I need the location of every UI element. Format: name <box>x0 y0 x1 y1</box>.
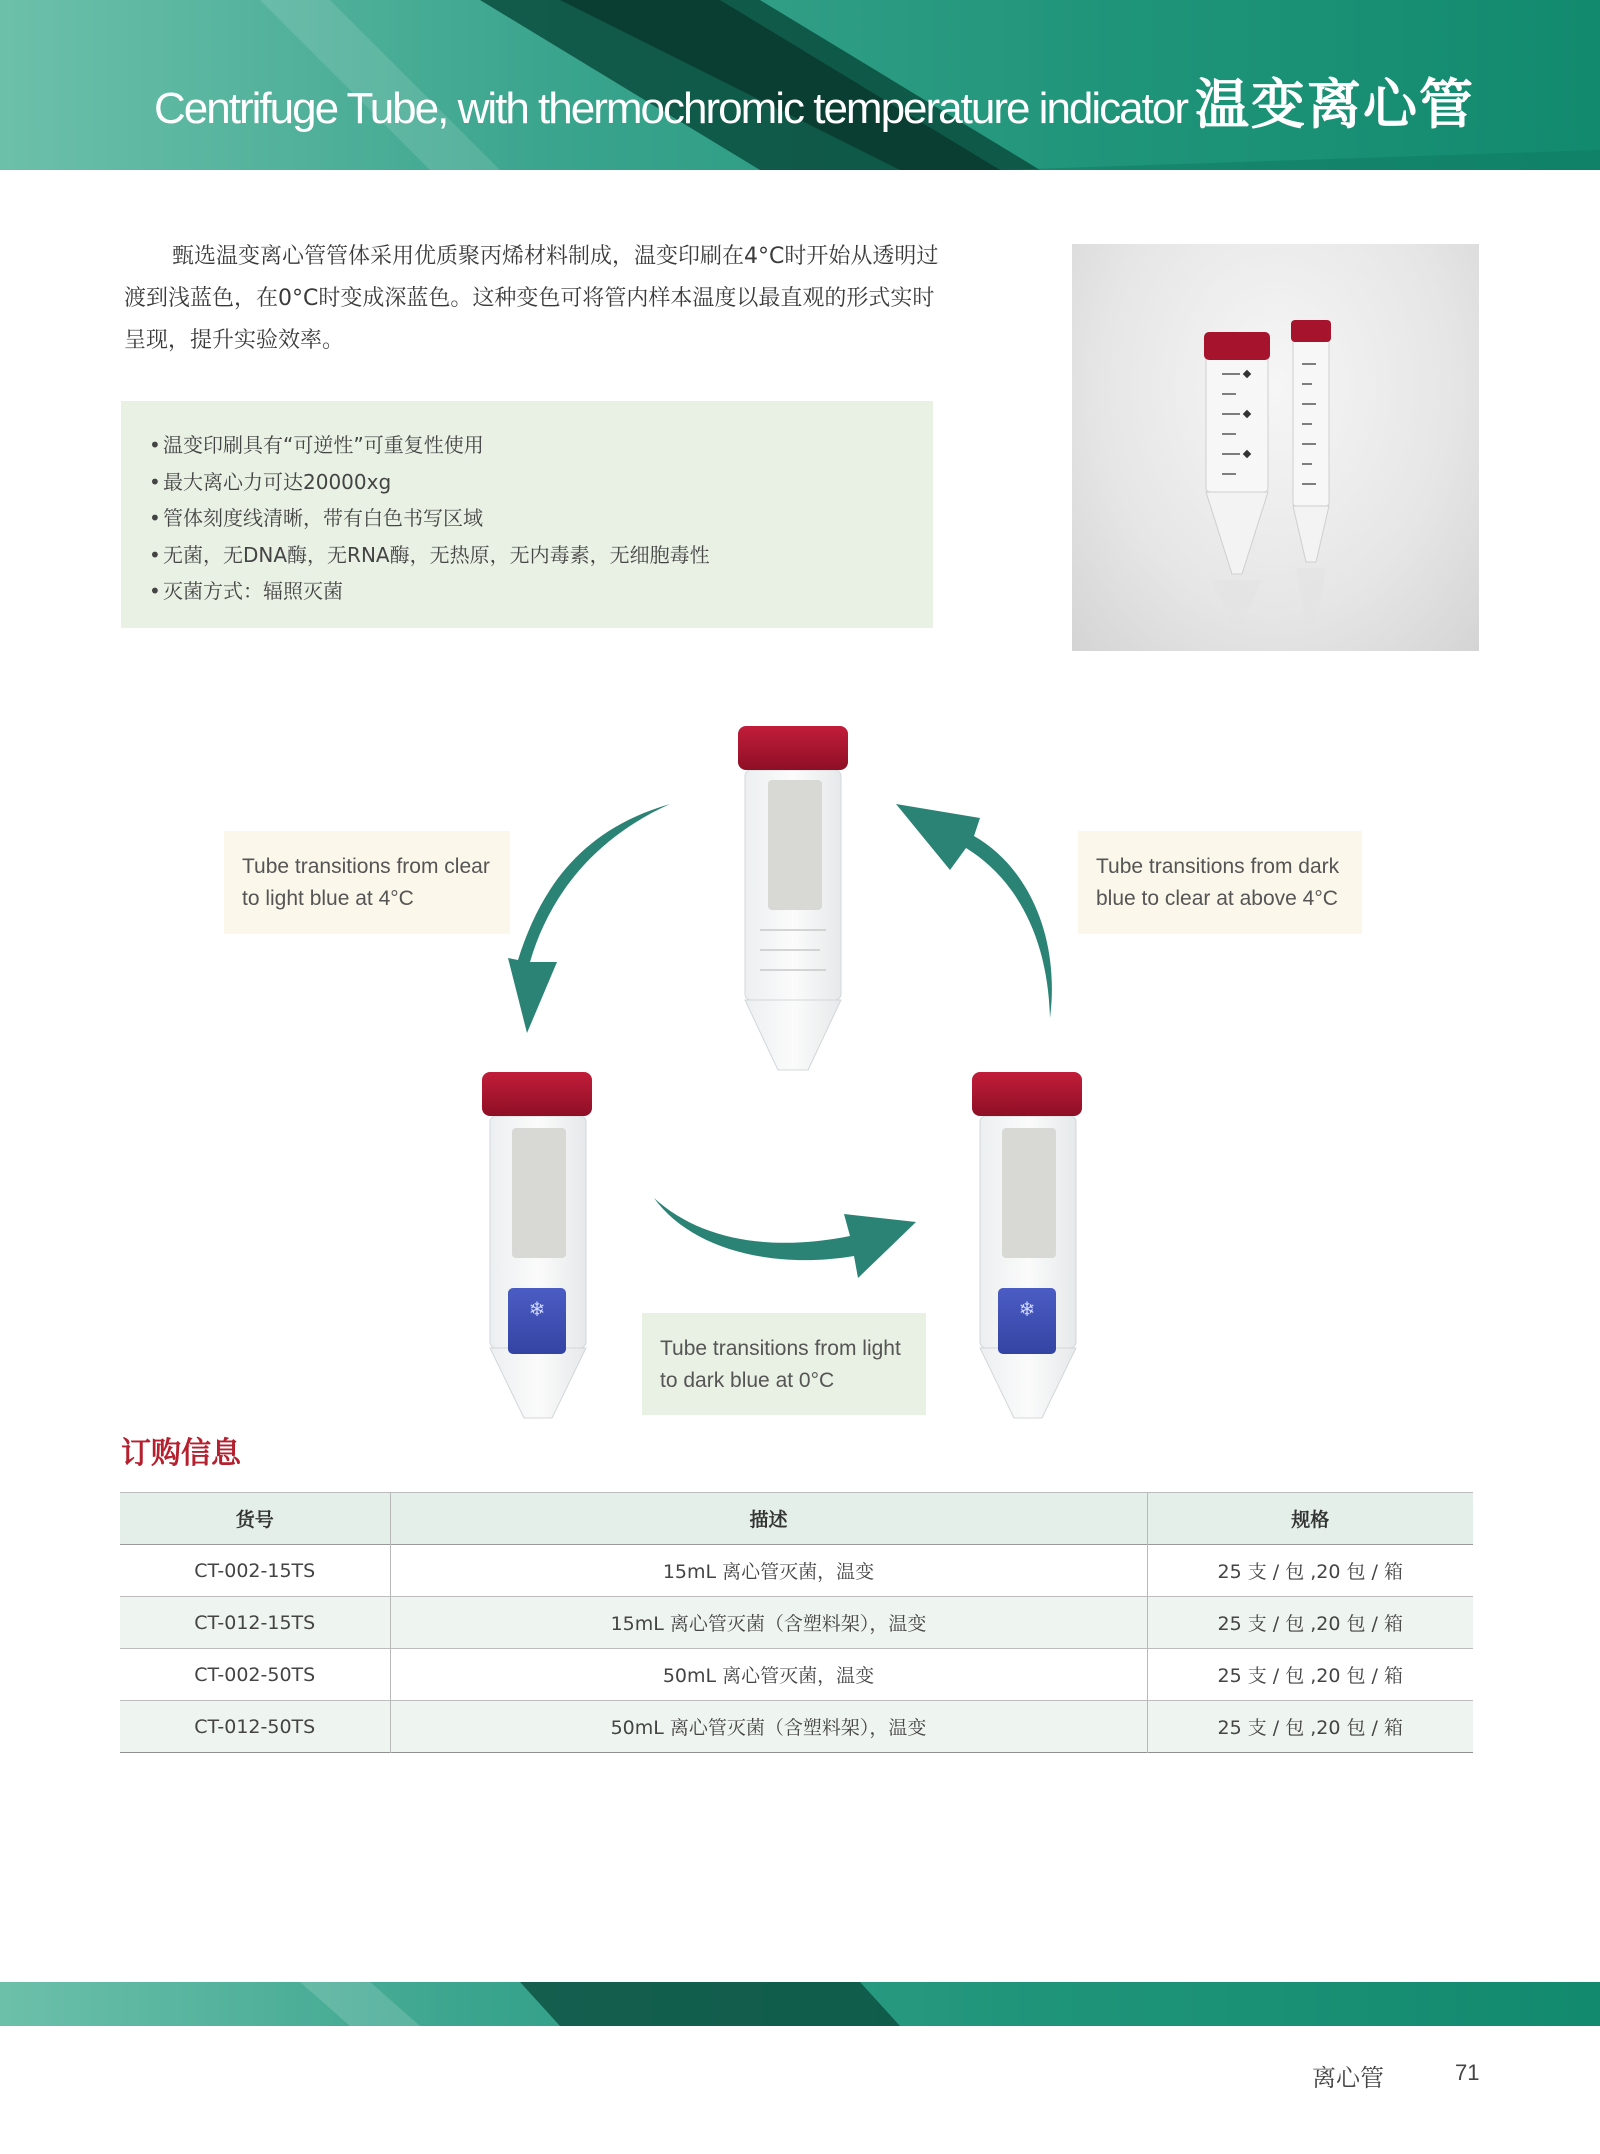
sku-cell: CT-012-50TS <box>120 1701 390 1753</box>
callout-dark-blue-to-clear: Tube transitions from dark blue to clear at above 4°C <box>1078 831 1362 934</box>
tube-50ml <box>1204 332 1270 624</box>
tubes-illustration <box>1072 244 1479 651</box>
ordering-table <box>120 1492 1473 1753</box>
feature-text: 温变印刷具有“可逆性”可重复性使用 <box>163 433 484 457</box>
description-cell: 15mL 离心管灭菌，温变 <box>390 1545 1147 1597</box>
features-list <box>149 427 710 610</box>
footer-banner <box>0 1982 1600 2026</box>
svg-text:❄: ❄ <box>528 1297 546 1321</box>
footer-decoration <box>0 1982 1600 2026</box>
feature-text: 管体刻度线清晰，带有白色书写区域 <box>163 506 483 530</box>
description-cell: 15mL 离心管灭菌（含塑料架），温变 <box>390 1597 1147 1649</box>
arrow-light-to-dark-blue <box>654 1198 916 1278</box>
ordering-heading: 订购信息 <box>121 1436 241 1471</box>
sku-cell: CT-002-15TS <box>120 1545 390 1597</box>
feature-text: 灭菌方式：辐照灭菌 <box>163 579 343 603</box>
tube-light-blue <box>482 1072 592 1418</box>
table-header-row <box>120 1493 1473 1545</box>
svg-text:❄: ❄ <box>1018 1297 1036 1321</box>
tube-15ml <box>1291 320 1331 624</box>
arrow-clear-to-light-blue <box>508 804 670 1033</box>
column-header-description: 描述 <box>390 1493 1147 1545</box>
spec-cell: 25 支 / 包 ,20 包 / 箱 <box>1217 1613 1403 1635</box>
column-header-sku: 货号 <box>120 1493 390 1545</box>
callout-clear-to-light-blue: Tube transitions from clear to light blue at 4°C <box>224 831 510 934</box>
footer-category: 离心管 <box>1312 2064 1384 2092</box>
title-english: Centrifuge Tube, with thermochromic temperature indicator <box>154 84 1187 133</box>
callout-light-to-dark-blue: Tube transitions from light to dark blue at 0°C <box>642 1313 926 1415</box>
header-banner <box>0 0 1600 170</box>
spec-cell: 25 支 / 包 ,20 包 / 箱 <box>1217 1665 1403 1687</box>
column-header-spec: 规格 <box>1291 1509 1330 1531</box>
spec-cell: 25 支 / 包 ,20 包 / 箱 <box>1217 1717 1403 1739</box>
tube-dark-blue <box>972 1072 1082 1418</box>
feature-text: 无菌，无DNA酶，无RNA酶，无热原，无内毒素，无细胞毒性 <box>163 542 710 567</box>
tube-clear <box>738 726 848 1070</box>
feature-text: 最大离心力可达20000xg <box>163 469 392 494</box>
feature-item: • 最大离心力可达20000xg <box>149 469 392 494</box>
table-row <box>120 1545 1473 1597</box>
arrow-dark-blue-to-clear <box>896 804 1052 1018</box>
sku-cell: CT-002-50TS <box>120 1649 390 1701</box>
title-chinese: 温变离心管 <box>1195 73 1475 136</box>
intro-paragraph: 甄选温变离心管管体采用优质聚丙烯材料制成，温变印刷在4°C时开始从透明过渡到浅蓝色，在0°C时变成深蓝色。这种变色可将管内样本温度以最直观的形式实时呈现，提升实验效率。 <box>124 244 939 353</box>
feature-item: • 无菌，无DNA酶，无RNA酶，无热原，无内毒素，无细胞毒性 <box>149 542 710 567</box>
features-box <box>121 401 933 628</box>
description-cell: 50mL 离心管灭菌，温变 <box>390 1649 1147 1701</box>
feature-item: • 管体刻度线清晰，带有白色书写区域 <box>149 506 483 530</box>
spec-cell: 25 支 / 包 ,20 包 / 箱 <box>1217 1561 1403 1583</box>
page-number: 71 <box>1455 2060 1480 2085</box>
feature-item: • 温变印刷具有“可逆性”可重复性使用 <box>149 433 484 457</box>
table-row <box>120 1701 1473 1753</box>
product-photo <box>1072 244 1479 651</box>
table-row <box>120 1597 1473 1649</box>
sku-cell: CT-012-15TS <box>120 1597 390 1649</box>
table-row <box>120 1649 1473 1701</box>
page-title <box>154 62 1475 139</box>
description-cell: 50mL 离心管灭菌（含塑料架），温变 <box>390 1701 1147 1753</box>
feature-item: • 灭菌方式：辐照灭菌 <box>149 579 343 603</box>
